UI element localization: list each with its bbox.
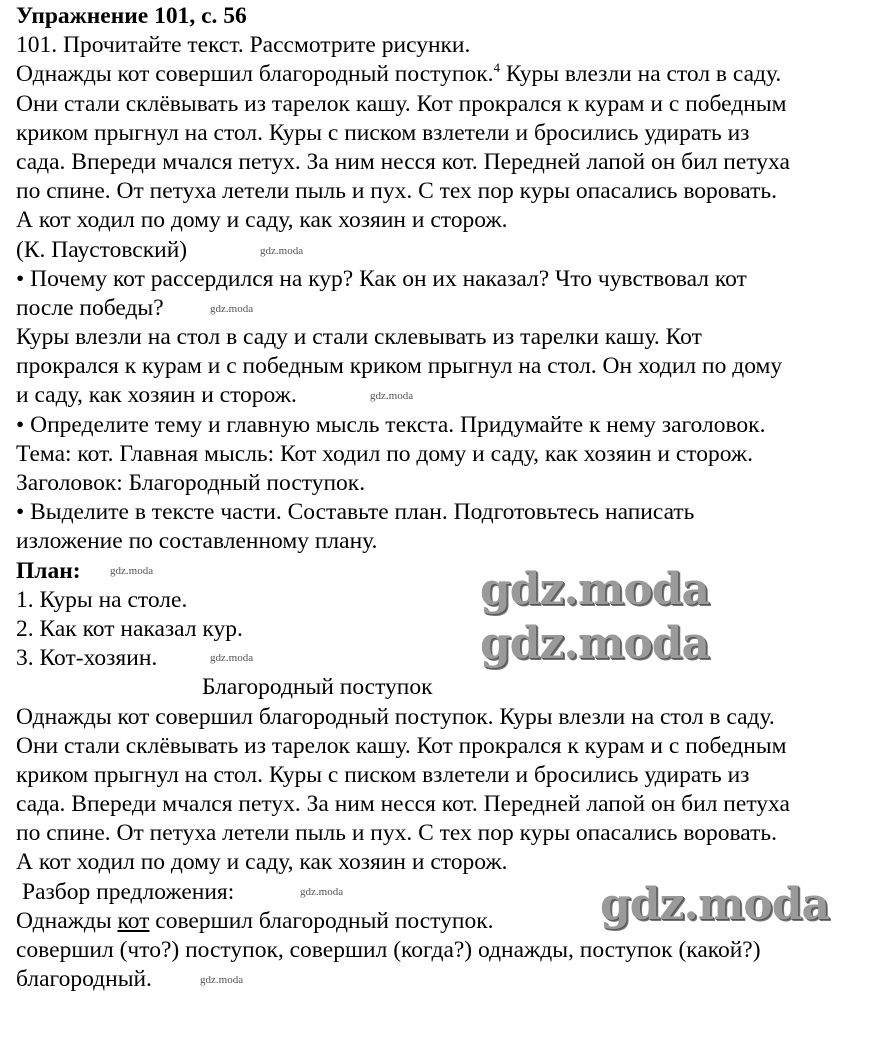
line-text: сада. Впереди мчался петух. За ним несся кот. Передней лапой он бил петуха (16, 148, 790, 175)
line-text: Куры влезли на стол в саду и стали склевывать из тарелки кашу. Кот (16, 324, 702, 351)
line-text: Они стали склёвывать из тарелок кашу. Кот прокрался к курам и с победным (16, 732, 787, 759)
exercise-title: Упражнение 101, с. 56 (16, 3, 247, 29)
text-line (16, 294, 790, 323)
text-line (16, 148, 790, 177)
line-text: Разбор предложения: (22, 878, 235, 905)
text-line (16, 965, 790, 994)
line-text: А кот ходил по дому и саду, как хозяин и сторож. (16, 849, 508, 876)
line-text: по спине. От петуха летели пыль и пух. С тех пор куры опасались воровать. (16, 178, 777, 205)
line-text: Однажды кот совершил благородный поступок. (16, 61, 494, 88)
line-text: сада. Впереди мчался петух. За ним несся кот. Передней лапой он бил петуха (16, 791, 790, 818)
watermark-small: gdz.moda (200, 974, 244, 986)
text-line (16, 527, 790, 556)
text-line (16, 31, 790, 60)
line-text: 3. Кот-хозяин. (16, 645, 158, 672)
text-line (16, 673, 790, 702)
underlined-subject: кот (117, 907, 150, 934)
line-text: Они стали склёвывать из тарелок кашу. Кот прокрался к курам и с победным (16, 90, 787, 117)
text-line (16, 60, 790, 89)
line-text: совершил (что?) поступок, совершил (когда?) однажды, поступок (какой?) (16, 937, 761, 963)
text-line (16, 498, 790, 527)
line-text: по спине. От петуха летели пыль и пух. С тех пор куры опасались воровать. (16, 820, 777, 847)
text-line (16, 936, 790, 965)
text-line (16, 703, 790, 732)
text-line (16, 732, 790, 761)
line-text: Заголовок: Благородный поступок. (16, 470, 366, 496)
line-text: 101. Прочитайте текст. Рассмотрите рисунки. (16, 32, 471, 59)
line-text: • Определите тему и главную мысль текста. Придумайте к нему заголовок. (16, 411, 766, 438)
line-text: после победы? (16, 294, 164, 321)
watermark-large: gdz.moda (600, 879, 830, 930)
watermark-small: gdz.moda (300, 886, 344, 898)
text-line (16, 469, 790, 498)
line-text: Однажды кот совершил благородный поступок. Куры влезли на стол в саду. (16, 703, 775, 730)
document-body (16, 2, 790, 994)
text-line (16, 411, 790, 440)
text-line (16, 819, 790, 848)
line-text: и саду, как хозяин и сторож. (16, 382, 297, 409)
text-line (16, 790, 790, 819)
line-text: • Выделите в тексте части. Составьте план. Подготовьтесь написать (16, 499, 695, 526)
watermark-small: gdz.moda (370, 390, 414, 402)
text-line (16, 761, 790, 790)
line-text: криком прыгнул на стол. Куры с писком взлетели и бросились удирать из (16, 119, 750, 146)
line-text: криком прыгнул на стол. Куры с писком взлетели и бросились удирать из (16, 761, 750, 788)
line-text: Благородный поступок (202, 674, 433, 701)
line-text-continued: Куры влезли на стол в саду. (499, 61, 782, 88)
text-line (16, 265, 790, 294)
watermark-small: gdz.moda (210, 303, 254, 315)
line-text: А кот ходил по дому и саду, как хозяин и сторож. (16, 207, 508, 234)
watermark-small: gdz.moda (210, 652, 254, 664)
line-text: благородный. (16, 966, 152, 993)
text-line (16, 848, 790, 877)
text-line (16, 119, 790, 148)
text-line (16, 352, 790, 381)
line-text: Однажды (16, 907, 118, 934)
line-text: Тема: кот. Главная мысль: Кот ходил по дому и саду, как хозяин и сторож. (16, 440, 753, 467)
line-text: План: (16, 557, 81, 584)
watermark-small: gdz.moda (110, 565, 154, 577)
line-text-continued: совершил благородный поступок. (149, 907, 494, 934)
watermark-small: gdz.moda (260, 245, 304, 257)
text-line (16, 323, 790, 352)
line-text: • Почему кот рассердился на кур? Как он их наказал? Что чувствовал кот (16, 265, 747, 292)
line-text: (К. Паустовский) (16, 236, 188, 263)
footnote-marker: 4 (493, 60, 500, 76)
text-line (16, 90, 790, 119)
text-line (16, 177, 790, 206)
line-text: 1. Куры на столе. (16, 586, 188, 613)
watermark-large: gdz.moda (480, 618, 710, 669)
text-line (16, 206, 790, 235)
text-line (16, 236, 790, 265)
line-text: прокрался к курам и с победным криком прыгнул на стол. Он ходил по дому (16, 353, 783, 380)
line-text: 2. Как кот наказал кур. (16, 615, 243, 642)
line-text: изложение по составленному плану. (16, 528, 378, 555)
watermark-large: gdz.moda (480, 564, 710, 615)
text-line (16, 440, 790, 469)
